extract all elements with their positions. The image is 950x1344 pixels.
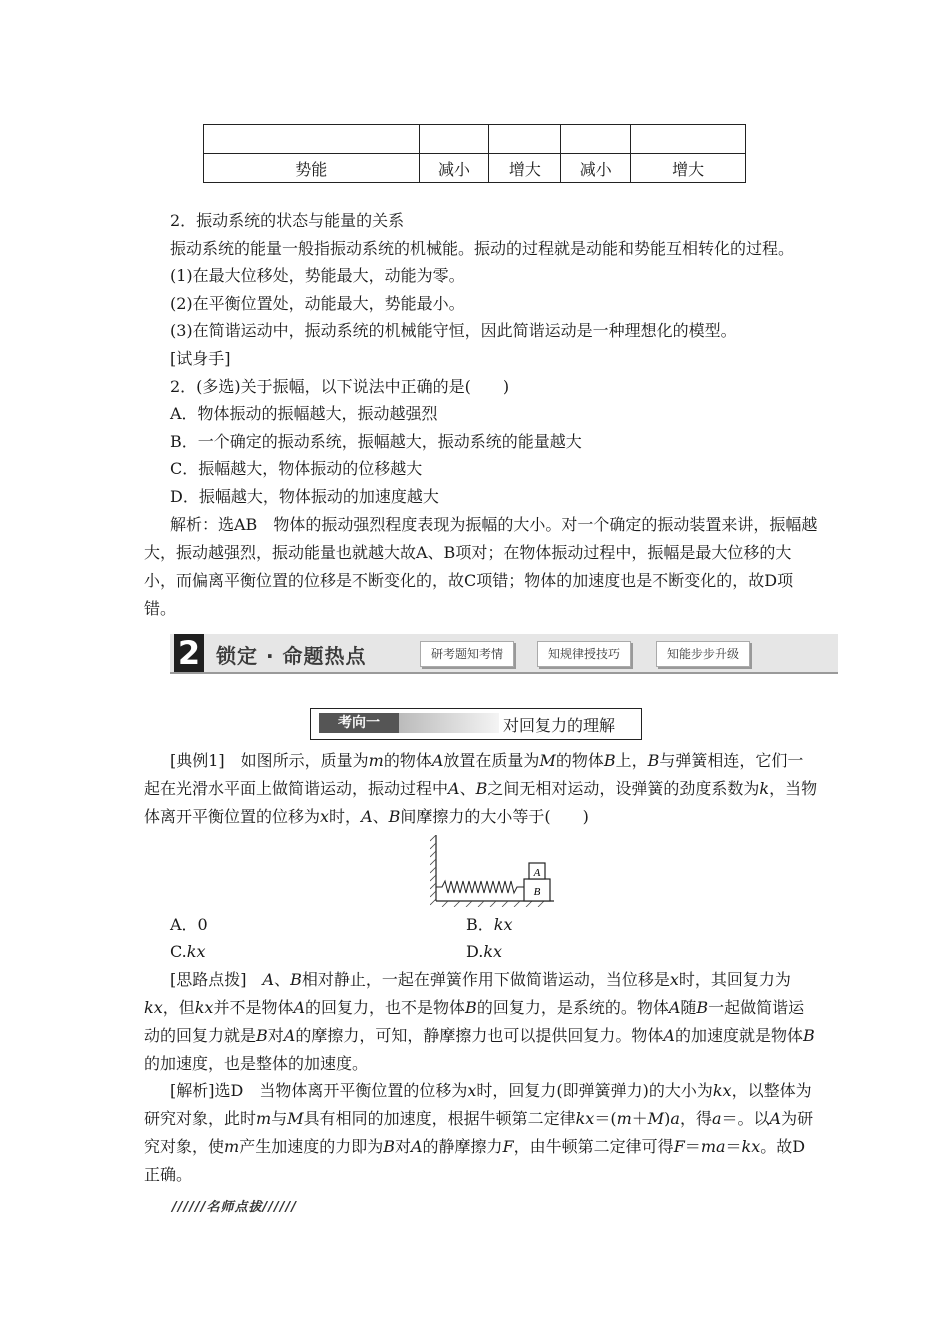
point-1: (1)在最大位移处，势能最大，动能为零。 xyxy=(170,266,465,285)
option-b: B．一个确定的振动系统，振幅越大，振动系统的能量越大 xyxy=(170,432,582,451)
math-variable: m xyxy=(224,1137,240,1156)
math-variable: A xyxy=(431,751,444,770)
math-variable: B xyxy=(465,998,477,1017)
text-segment: 、 xyxy=(372,807,389,826)
table-cell: 减小 xyxy=(419,154,489,183)
text-segment: ＝ xyxy=(725,1137,742,1156)
text-segment: [典例1] 如图所示，质量为 xyxy=(170,751,369,770)
energy-table xyxy=(203,124,746,183)
math-variable: M xyxy=(539,751,556,770)
text-segment: 时，其回复力为 xyxy=(678,970,791,989)
math-variable: A xyxy=(410,1137,423,1156)
banner-tag: 研考题知考情 xyxy=(420,641,514,667)
text-segment: 的加速度就是物体 xyxy=(674,1026,803,1045)
math-variable: a xyxy=(711,1109,722,1128)
text-segment: 并不是物体 xyxy=(213,998,294,1017)
text-segment: ＝ xyxy=(684,1137,701,1156)
math-variable: B xyxy=(290,970,302,989)
math-variable: B xyxy=(475,779,488,798)
math-variable: kx xyxy=(712,1081,732,1100)
math-variable: kx xyxy=(575,1109,595,1128)
section-heading: 2．振动系统的状态与能量的关系 xyxy=(170,211,405,230)
math-variable: B xyxy=(603,751,616,770)
analysis: 解析：选AB 物体的振动强烈程度表现为振幅的大小。对一个确定的振动装置来讲，振幅越大，振动越强烈，振动能量也就越大故A、B项对；在物体振动过程中，振幅是最大位移的大小，而偏离平衡位置的位移是不断变化的，故C项错；物体的加速度也是不断变化的，故D项错。 xyxy=(144,515,818,618)
tip-text: 名师点拔 xyxy=(206,1200,263,1215)
math-variable: F xyxy=(502,1137,514,1156)
text-segment: [思路点拨] xyxy=(170,970,263,989)
math-variable: kx xyxy=(741,1137,761,1156)
text-segment: [解析]选D 当物体离开平衡位置的位移为 xyxy=(170,1081,468,1100)
text-segment: 的摩擦力，可知，静摩擦力也可以提供回复力。物体 xyxy=(295,1026,664,1045)
topic-shade xyxy=(399,713,499,733)
text-segment: 、 xyxy=(459,779,476,798)
text-segment: 间摩擦力的大小等于( ) xyxy=(400,807,589,826)
math-variable: A xyxy=(448,779,460,798)
section-banner xyxy=(170,634,838,674)
table-cell xyxy=(419,125,489,154)
text-segment: 的回复力，也不是物体 xyxy=(305,998,466,1017)
math-variable: m xyxy=(368,751,384,770)
math-variable: x xyxy=(467,1081,477,1100)
example-option-c: C.kx xyxy=(170,942,206,961)
math-variable: m xyxy=(616,1109,632,1128)
text-segment: 与弹簧相连，它们一起在光滑水平面上做简谐运动，振动过程中 xyxy=(144,751,804,798)
tip-decoration: ////// xyxy=(172,1200,207,1215)
math-variable: A xyxy=(262,970,275,989)
label-a: A xyxy=(533,867,541,879)
thinking-hint xyxy=(144,966,818,1078)
math-variable: A xyxy=(361,807,373,826)
table-cell xyxy=(489,125,561,154)
math-variable: x xyxy=(320,807,330,826)
example-option-b: B．kx xyxy=(466,915,513,934)
text-segment: 之间无相对运动，设弹簧的劲度系数为 xyxy=(487,779,760,798)
banner-tag: 知规律授技巧 xyxy=(537,641,631,667)
text-segment: 。故D正确。 xyxy=(144,1137,806,1184)
text-segment: 一起做简谐运动的回复力就是 xyxy=(144,998,805,1045)
example-question xyxy=(144,747,818,831)
math-variable: F xyxy=(673,1137,685,1156)
table-cell xyxy=(561,125,631,154)
table-row xyxy=(204,125,746,154)
text-segment: 与 xyxy=(271,1109,288,1128)
table-cell: 势能 xyxy=(204,154,420,183)
math-variable: B xyxy=(256,1026,268,1045)
math-variable: kx xyxy=(144,998,163,1017)
text-segment: 具有相同的加速度，根据牛顿第二定律 xyxy=(303,1109,576,1128)
math-variable: A xyxy=(283,1026,296,1045)
text-segment: 、 xyxy=(274,970,291,989)
text-segment: 相对静止，一起在弹簧作用下做简谐运动，当位移是 xyxy=(301,970,670,989)
text-segment: ＝( xyxy=(594,1109,617,1128)
option-d: D．振幅越大，物体振动的加速度越大 xyxy=(170,487,439,506)
label-b: B xyxy=(533,886,541,898)
table-cell: 减小 xyxy=(561,154,631,183)
text-segment: 的回复力，是系统的。物体 xyxy=(476,998,669,1017)
text-segment: 的加速度，也是整体的加速度。 xyxy=(144,1054,369,1073)
math-variable: A xyxy=(293,998,306,1017)
option-c: C．振幅越大，物体振动的位移越大 xyxy=(170,459,423,478)
math-variable: B xyxy=(696,998,709,1017)
option-a: A．物体振动的振幅越大，振动越强烈 xyxy=(170,404,438,423)
spring-block-diagram xyxy=(430,835,558,907)
math-variable: A xyxy=(769,1109,782,1128)
table-cell: 增大 xyxy=(631,154,746,183)
text-segment: 的物体 xyxy=(383,751,432,770)
question: 2．(多选)关于振幅，以下说法中正确的是( ) xyxy=(170,377,510,396)
text-segment: ，由牛顿第二定律可得 xyxy=(513,1137,674,1156)
text-segment: 放置在质量为 xyxy=(443,751,540,770)
text-segment: 时， xyxy=(329,807,362,826)
text-segment: ，当物体离开平衡位置的位移为 xyxy=(144,779,818,826)
tip-decoration: ////// xyxy=(262,1200,298,1215)
math-variable: A xyxy=(668,998,681,1017)
text-segment: 对 xyxy=(267,1026,284,1045)
banner-title: 锁定 · 命题热点 xyxy=(216,644,367,668)
topic-title: 对回复力的理解 xyxy=(503,716,616,735)
math-variable: kx xyxy=(194,998,214,1017)
text-segment: 上， xyxy=(615,751,648,770)
text-segment: 时，回复力(即弹簧弹力)的大小为 xyxy=(476,1081,713,1100)
try-label: [试身手] xyxy=(170,349,231,368)
table-cell xyxy=(204,125,420,154)
text-segment: ，以整体为研究对象，此时 xyxy=(144,1081,812,1128)
table-cell xyxy=(631,125,746,154)
spring xyxy=(436,881,524,893)
section-number: 2 xyxy=(174,634,204,672)
section-intro: 振动系统的能量一般指振动系统的机械能。振动的过程就是动能和势能互相转化的过程。 xyxy=(170,239,795,258)
text-segment: ) xyxy=(664,1109,671,1128)
banner-tag: 知能步步升级 xyxy=(656,641,750,667)
table-row xyxy=(204,154,746,183)
point-3: (3)在简谐运动中，振动系统的机械能守恒，因此简谐运动是一种理想化的模型。 xyxy=(170,321,737,340)
topic-label: 考向一 xyxy=(319,713,399,733)
teacher-tip-label xyxy=(172,1196,297,1215)
math-variable: B xyxy=(647,751,660,770)
math-variable: ma xyxy=(700,1137,726,1156)
math-variable: m xyxy=(256,1109,272,1128)
math-variable: B xyxy=(802,1026,815,1045)
math-variable: x xyxy=(669,970,679,989)
table-cell: 增大 xyxy=(489,154,561,183)
example-option-d: D.kx xyxy=(466,942,503,961)
text-segment: 对 xyxy=(394,1137,411,1156)
math-variable: k xyxy=(759,779,770,798)
text-segment: 的物体 xyxy=(555,751,604,770)
example-option-a: A．0 xyxy=(170,915,208,934)
text-segment: ，得 xyxy=(679,1109,712,1128)
solution xyxy=(144,1077,818,1189)
math-variable: A xyxy=(663,1026,675,1045)
math-variable: M xyxy=(287,1109,304,1128)
text-segment: ＋ xyxy=(631,1109,648,1128)
math-variable: M xyxy=(647,1109,665,1128)
point-2: (2)在平衡位置处，动能最大，势能最小。 xyxy=(170,294,465,313)
text-segment: 产生加速度的力即为 xyxy=(239,1137,384,1156)
math-variable: B xyxy=(388,807,401,826)
math-variable: a xyxy=(670,1109,680,1128)
math-variable: B xyxy=(383,1137,395,1156)
text-segment: 为研究对象，使 xyxy=(144,1109,814,1156)
text-segment: ＝。以 xyxy=(721,1109,770,1128)
text-segment: 的静摩擦力 xyxy=(422,1137,503,1156)
text-segment: 随 xyxy=(680,998,697,1017)
text-segment: ，但 xyxy=(162,998,195,1017)
topic-box xyxy=(310,708,642,740)
